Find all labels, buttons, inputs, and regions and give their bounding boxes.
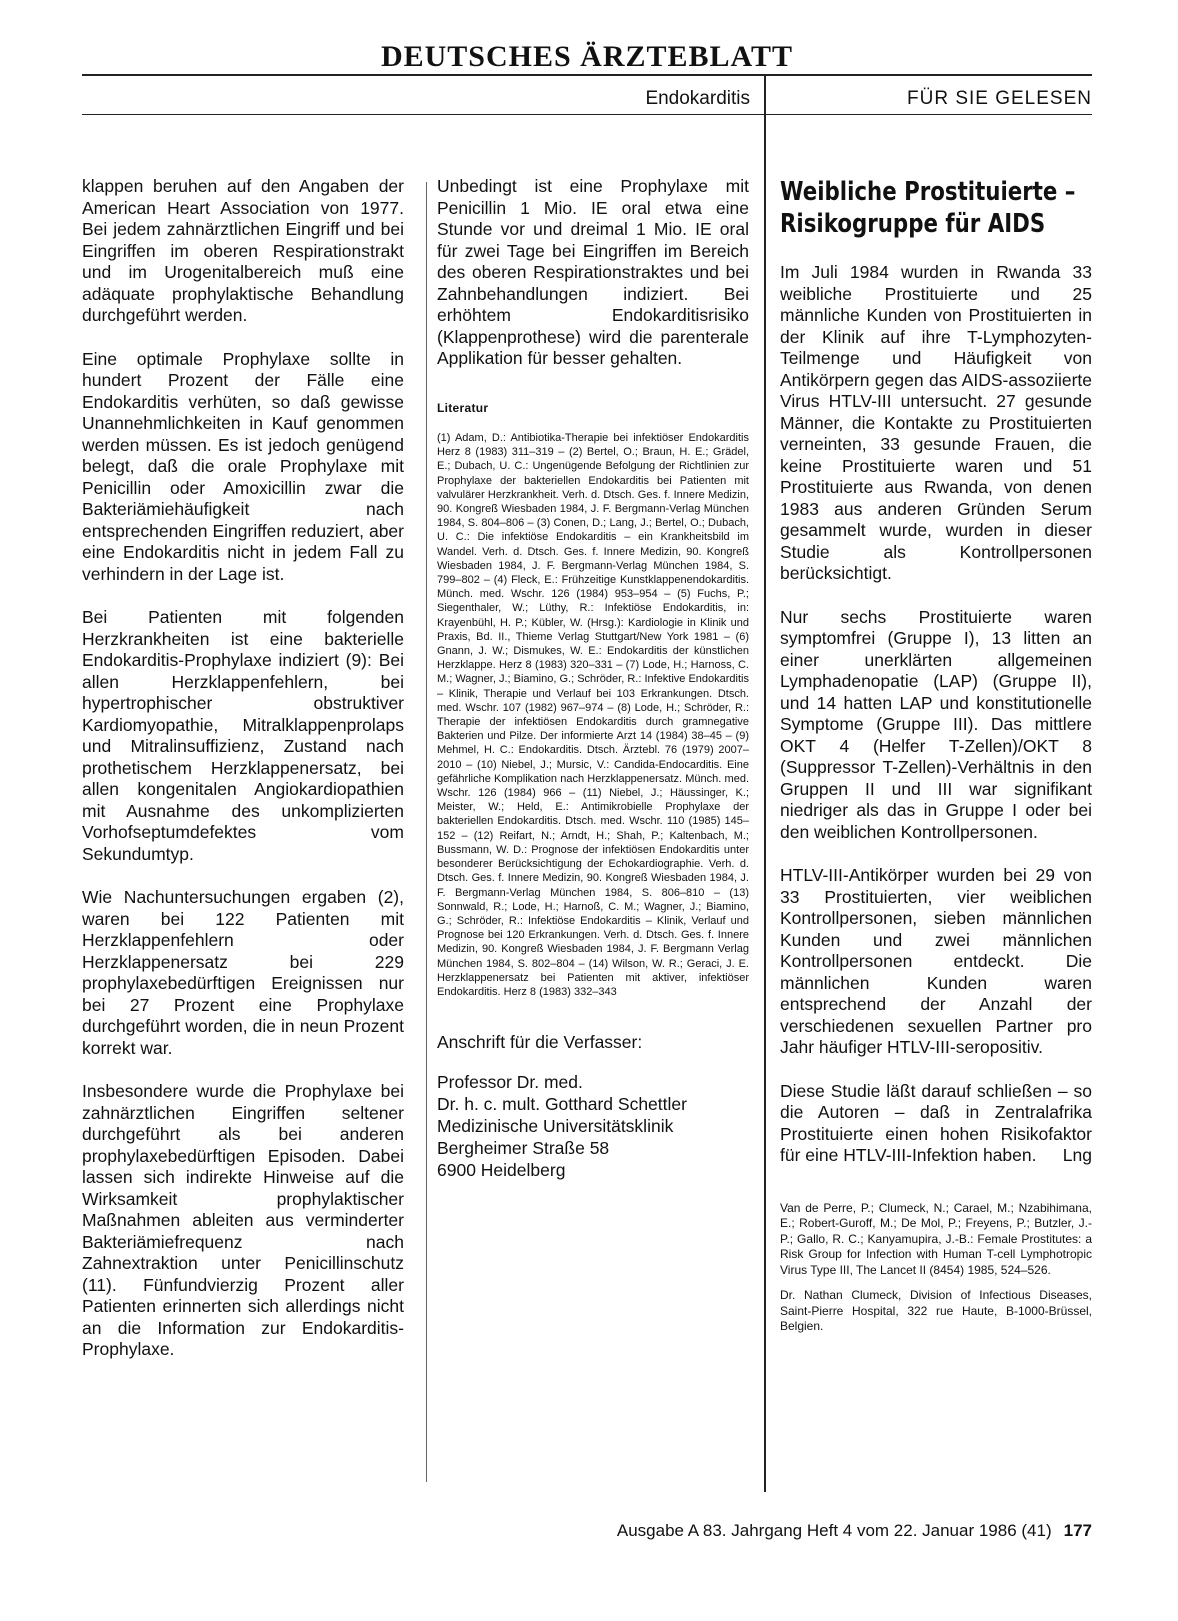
author-signature: Lng	[1062, 1145, 1092, 1165]
body-paragraph: Nur sechs Prostituierte waren symptomfrei (Gruppe I), 13 litten an einer unerklärten allgemeinen Lymphadenopatie (LAP) (Gruppe II), und 14 hatten LAP und konstitutionelle Symptome (Gruppe III). Das mittlere OKT 4 (Helfer T-Zellen)/OKT 8 (Suppressor T-Zellen)-Verhältnis in den Gruppen II und III war signifikant niedriger als das in Gruppe I oder bei den weiblichen Kontrollpersonen.	[780, 606, 1092, 842]
body-paragraph: klappen beruhen auf den Angaben der American Heart Association von 1977. Bei jedem zahnärztlichen Eingriff und bei Eingriffen im oberen Respirationstrakt und im Urogenitalbereich muß eine adäquate prophylaktische Behandlung durchgeführt werden.	[82, 176, 404, 325]
header-rule-bottom	[82, 114, 1092, 115]
body-paragraph-final	[780, 1081, 1092, 1167]
column-1	[82, 176, 404, 1383]
literature-list: (1) Adam, D.: Antibiotika-Therapie bei infektiöser Endokarditis Herz 8 (1983) 311–319 – (2) Bertel, O.; Braun, H. E.; Grädel, E.; Dubach, U. C.: Ungenügende Befolgung der Richtlinien zur Prophylaxe der bakteriellen Endokarditis bei Patienten mit valvulärer Herzkrankheit. Verh. d. Dtsch. Ges. f. Innere Medizin, 90. Kongreß Wiesbaden 1984, J. F. Bergmann-Verlag München 1984, S. 804–806 – (3) Conen, D.; Lang, J.; Bertel, O.; Dubach, U. C.: Die infektiöse Endokarditis – ein Krankheitsbild im Wandel. Verh. d. Dtsch. Ges. f. Innere Medizin, 90. Kongreß Wiesbaden 1984, J. F. Bergmann-Verlag München 1984, S. 799–802 – (4) Fleck, E.: Frühzeitige Kunstklappenendokarditis. Münch. med. Wschr. 126 (1984) 953–954 – (5) Fuchs, P.; Siegenthaler, W.; Lüthy, R.: Infektiöse Endokarditis, in: Krayenbühl, H. P.; Kübler, W. (Hrsg.): Kardiologie in Klinik und Praxis, Bd. II., Thieme Verlag Stuttgart/New York 1981 – (6) Gnann, J. W.; Dismukes, W. E.: Endokarditis der künstlichen Herzklappe. Herz 8 (1983) 320–331 – (7) Lode, H.; Harnoss, C. M.; Wagner, J.; Biamino, G.; Schröder, R.: Infektive Endokarditis – Klinik, Therapie und Verlauf bei 103 Erkrankungen. Dtsch. med. Wschr. 107 (1982) 967–974 – (8) Lode, H.; Schröder, R.: Therapie der infektiösen Endokarditis durch gramnegative Bakterien und Pilze. Der informierte Arzt 14 (1984) 38–45 – (9) Mehmel, H. C.: Endokarditis. Dtsch. Ärztebl. 76 (1979) 2007–2010 – (10) Niebel, J.; Mursic, V.: Candida-Endocarditis. Eine gefährliche Komplikation nach Herzklappenersatz. Münch. med. Wschr. 126 (1984) 966 – (11) Niebel, J.; Häussinger, K.; Meister, W.; Held, E.: Antimikrobielle Prophylaxe der bakteriellen Endokarditis. Dtsch. med. Wschr. 110 (1985) 145–152 – (12) Reifart, N.; Arndt, H.; Shah, P.; Kaltenbach, M.; Bussmann, W. D.: Prognose der infektiösen Endokarditis unter besonderer Berücksichtigung der Echokardiographie. Verh. d. Dtsch. Ges. f. Innere Medizin, 90. Kongreß Wiesbaden 1984, J. F. Bergmann-Verlag München 1984, S. 806–810 – (13) Sonnwald, R.; Lode, H.; Harnoß, C. M.; Wagner, J.; Biamino, G.; Schröder, R.: Infektiöse Endokarditis – Klinik, Verlauf und Prognose bei 120 Erkrankungen. Verh. d. Dtsch. Ges. f. Innere Medizin, 90. Kongreß Wiesbaden 1984, J. F. Bergmann Verlag München 1984, S. 802–804 – (14) Wilson, W. R.; Geraci, J. E. Herzklappenersatz bei Patienten mit aktiver, infektiöser Endokarditis. Herz 8 (1983) 332–343	[437, 432, 749, 998]
body-paragraph: Wie Nachuntersuchungen ergaben (2), waren bei 122 Patienten mit Herzklappenfehlern oder Herzklappenersatz bei 229 prophylaxebedürftigen Ereignissen nur bei 27 Prozent eine Prophylaxe durchgeführt worden, die in neun Prozent korrekt war.	[82, 887, 404, 1058]
header-rule-top	[82, 74, 1092, 76]
masthead: DEUTSCHES ÄRZTEBLATT	[380, 40, 794, 73]
address-line: 6900 Heidelberg	[437, 1160, 566, 1181]
source-reference: Van de Perre, P.; Clumeck, N.; Carael, M.; Nzabihimana, E.; Robert-Guroff, M.; De Mol, P.; Freyens, P.; Butzler, J.-P.; Gallo, R. C.; Kanyamupira, J.-B.: Female Prostitutes: a Risk Group for Infection with Human T-cell Lymphotropic Virus Type III, The Lancet II (8454) 1985, 524–526.	[780, 1200, 1092, 1277]
body-paragraph: Eine optimale Prophylaxe sollte in hundert Prozent der Fälle eine Endokarditis verhüten, so daß gewisse Unannehmlichkeiten in Kauf genommen werden müssen. Es ist jedoch genügend belegt, daß die orale Prophylaxe mit Penicillin oder Amoxicillin zwar die Bakteriämiehäufigkeit nach entsprechenden Eingriffen reduziert, aber eine Endokarditis nicht in jedem Fall zu verhindern in der Lage ist.	[82, 348, 404, 584]
section-label-fuer-sie-gelesen: FÜR SIE GELESEN	[907, 88, 1092, 109]
column-divider-right	[764, 112, 766, 1492]
section-label-endokarditis: Endokarditis	[645, 88, 750, 109]
address-line: Dr. h. c. mult. Gotthard Schettler	[437, 1094, 687, 1115]
body-paragraph: Unbedingt ist eine Prophylaxe mit Penicillin 1 Mio. IE oral etwa eine Stunde vor und dreimal 1 Mio. IE oral für zwei Tage bei Eingriffen im Bereich des oberen Respirationstraktes und bei Zahnbehandlungen indiziert. Bei erhöhtem Endokarditisrisiko (Klappenprothese) wird die parenterale Applikation für besser gehalten.	[437, 176, 749, 368]
address-line: Medizinische Universitätsklinik	[437, 1116, 674, 1137]
page-number: 177	[1063, 1521, 1092, 1540]
address-line: Bergheimer Straße 58	[437, 1138, 610, 1159]
issue-info: Ausgabe A 83. Jahrgang Heft 4 vom 22. Januar 1986 (41)	[616, 1521, 1052, 1540]
page-footer	[500, 1520, 1092, 1542]
article-title: Weibliche Prostituierte – Risikogruppe für AIDS	[780, 177, 1076, 239]
column-3	[780, 176, 1092, 1335]
author-address	[437, 1071, 749, 1181]
final-paragraph-text: Diese Studie läßt darauf schließen – so die Autoren – daß in Zentralafrika Prostituierte einen hohen Risikofaktor für eine HTLV-III-Infektion haben.	[780, 1080, 1092, 1165]
body-paragraph: Insbesondere wurde die Prophylaxe bei zahnärztlichen Eingriffen seltener durchgeführt als bei anderen prophylaxebedürftigen Episoden. Dabei lassen sich indirekte Hinweise auf die Wirksamkeit prophylaktischer Maßnahmen ableiten aus verminderter Bakteriämiefrequenz nach Zahnextraktion unter Penicillinschutz (11). Fünfundvierzig Prozent aller Patienten erinnerten sich allerdings nicht an die Information zur Endokarditis-Prophylaxe.	[82, 1081, 404, 1359]
contact-address: Dr. Nathan Clumeck, Division of Infectious Diseases, Saint-Pierre Hospital, 322 rue Haute, B-1000-Brüssel, Belgien.	[780, 1288, 1092, 1333]
literature-heading: Literatur	[437, 400, 489, 415]
address-line: Professor Dr. med.	[437, 1072, 583, 1093]
column-divider-left	[426, 182, 427, 1482]
body-paragraph: HTLV-III-Antikörper wurden bei 29 von 33 Prostituierten, vier weiblichen Kontrollpersonen, sieben männlichen Kunden und zwei männlichen Kontrollpersonen entdeckt. Die männlichen Kunden waren entsprechend der Anzahl der verschiedenen sexuellen Partner pro Jahr häufiger HTLV-III-seropositiv.	[780, 865, 1092, 1057]
address-heading: Anschrift für die Verfasser:	[437, 1032, 643, 1053]
column-2	[437, 176, 749, 1181]
body-paragraph: Bei Patienten mit folgenden Herzkrankheiten ist eine bakterielle Endokarditis-Prophylaxe indiziert (9): Bei allen Herzklappenfehlern, bei hypertrophischer obstruktiver Kardiomyopathie, Mitralklappenprolaps und Mitralinsuffizienz, Zustand nach prothetischem Herzklappenersatz, bei allen kongenitalen Angiokardiopathien mit Ausnahme des unkomplizierten Vorhofseptumdefektes vom Sekundumtyp.	[82, 607, 404, 864]
body-paragraph: Im Juli 1984 wurden in Rwanda 33 weibliche Prostituierte und 25 männliche Kunden von Prostituierten in der Klinik auf ihre T-Lymphozyten-Teilmenge und Häufigkeit von Antikörpern gegen das AIDS-assoziierte Virus HTLV-III untersucht. 27 gesunde Männer, die Kontakte zu Prostituierten verneinten, 33 gesunde Frauen, die keine Prostituierte waren und 51 Prostituierte aus Rwanda, von denen 1983 aus anderen Gründen Serum gesammelt wurde, wurden in dieser Studie als Kontrollpersonen berücksichtigt.	[780, 262, 1092, 583]
